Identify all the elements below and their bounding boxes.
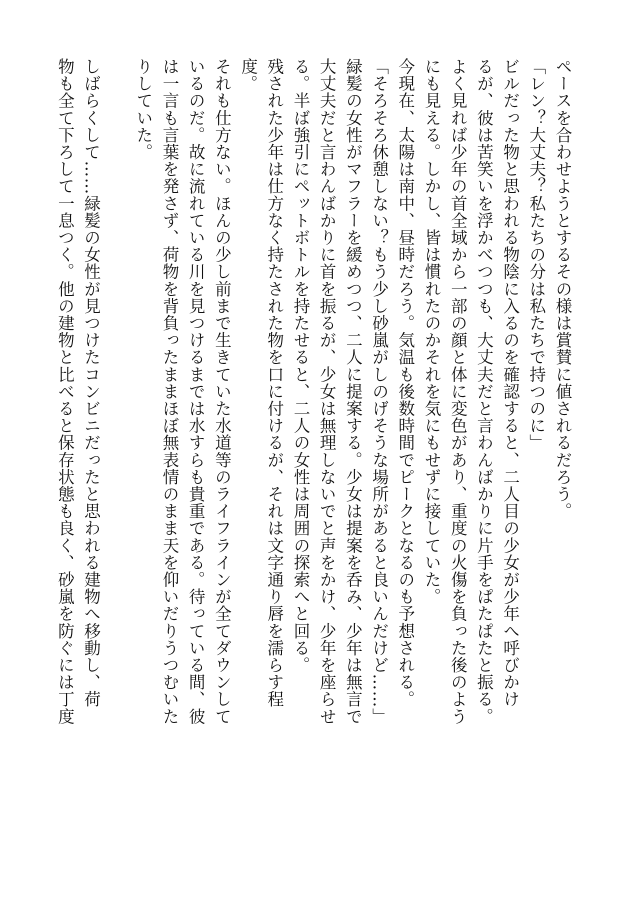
text-line: 緑髪の女性がマフラーを緩めつつ、二人に提案する。少女は提案を呑み、少年は無言で — [343, 58, 363, 725]
text-line: 残された少年は仕方なく持たされた物を口に付けるが、それは文字通り唇を濡らす程 — [264, 58, 284, 708]
text-line: しばらくして……緑髪の女性が見つけたコンビニだったと思われる建物へ移動し、荷 — [81, 58, 101, 708]
text-line: るが、彼は苦笑いを浮かべつつも、大丈夫だと言わんばかりに片手をぱたぱたと振る。 — [474, 58, 494, 725]
text-line: ペースを合わせようとするその様は賞賛に値されるだろう。 — [553, 58, 572, 520]
text-line: にも見える。しかし、皆は慣れたのかそれを気にもせずに接していた。 — [421, 58, 441, 606]
text-line: ビルだった物と思われる物陰に入るのを確認すると、二人目の少女が少年へ呼びかけ — [500, 58, 520, 708]
text-line: 今現在、太陽は南中、昼時だろう。気温も後数時間でピークとなるのも予想される。 — [395, 58, 415, 708]
text-line: よく見れば少年の首全域から一部の顔と体に変色があり、重度の火傷を負った後のよう — [448, 58, 468, 725]
text-line: 大丈夫だと言わんばかりに首を振るが、少女は無理しないでと声をかけ、少年を座らせ — [317, 58, 337, 725]
text-line: りしていた。 — [133, 58, 153, 161]
text-line: それも仕方ない。ほんの少し前まで生きていた水道等のライフラインが全てダウンして — [212, 58, 232, 725]
text-line: は一言も言葉を発さず、荷物を背負ったままほぼ無表情のまま天を仰いだりうつむいた — [159, 58, 179, 725]
text-line: 「そろそろ休憩しない？もう少し砂嵐がしのげそうな場所があると良いんだけど……」 — [369, 58, 389, 725]
text-line: る。半ば強引にペットボトルを持たせると、二人の女性は周囲の探索へと回る。 — [290, 58, 310, 674]
text-line: いるのだ。故に流れている川を見つけるまでは水すらも貴重である。待っている間、彼 — [186, 58, 206, 725]
text-line: 物も全て下ろして一息つく。他の建物と比べると保存状態も良く、砂嵐を防ぐには丁度 — [55, 58, 75, 725]
body-text — [51, 58, 575, 848]
text-line: 度。 — [238, 58, 258, 93]
text-line: 「レン？大丈夫？私たちの分は私たちで持つのに」 — [526, 58, 546, 452]
blank-line — [104, 58, 130, 848]
